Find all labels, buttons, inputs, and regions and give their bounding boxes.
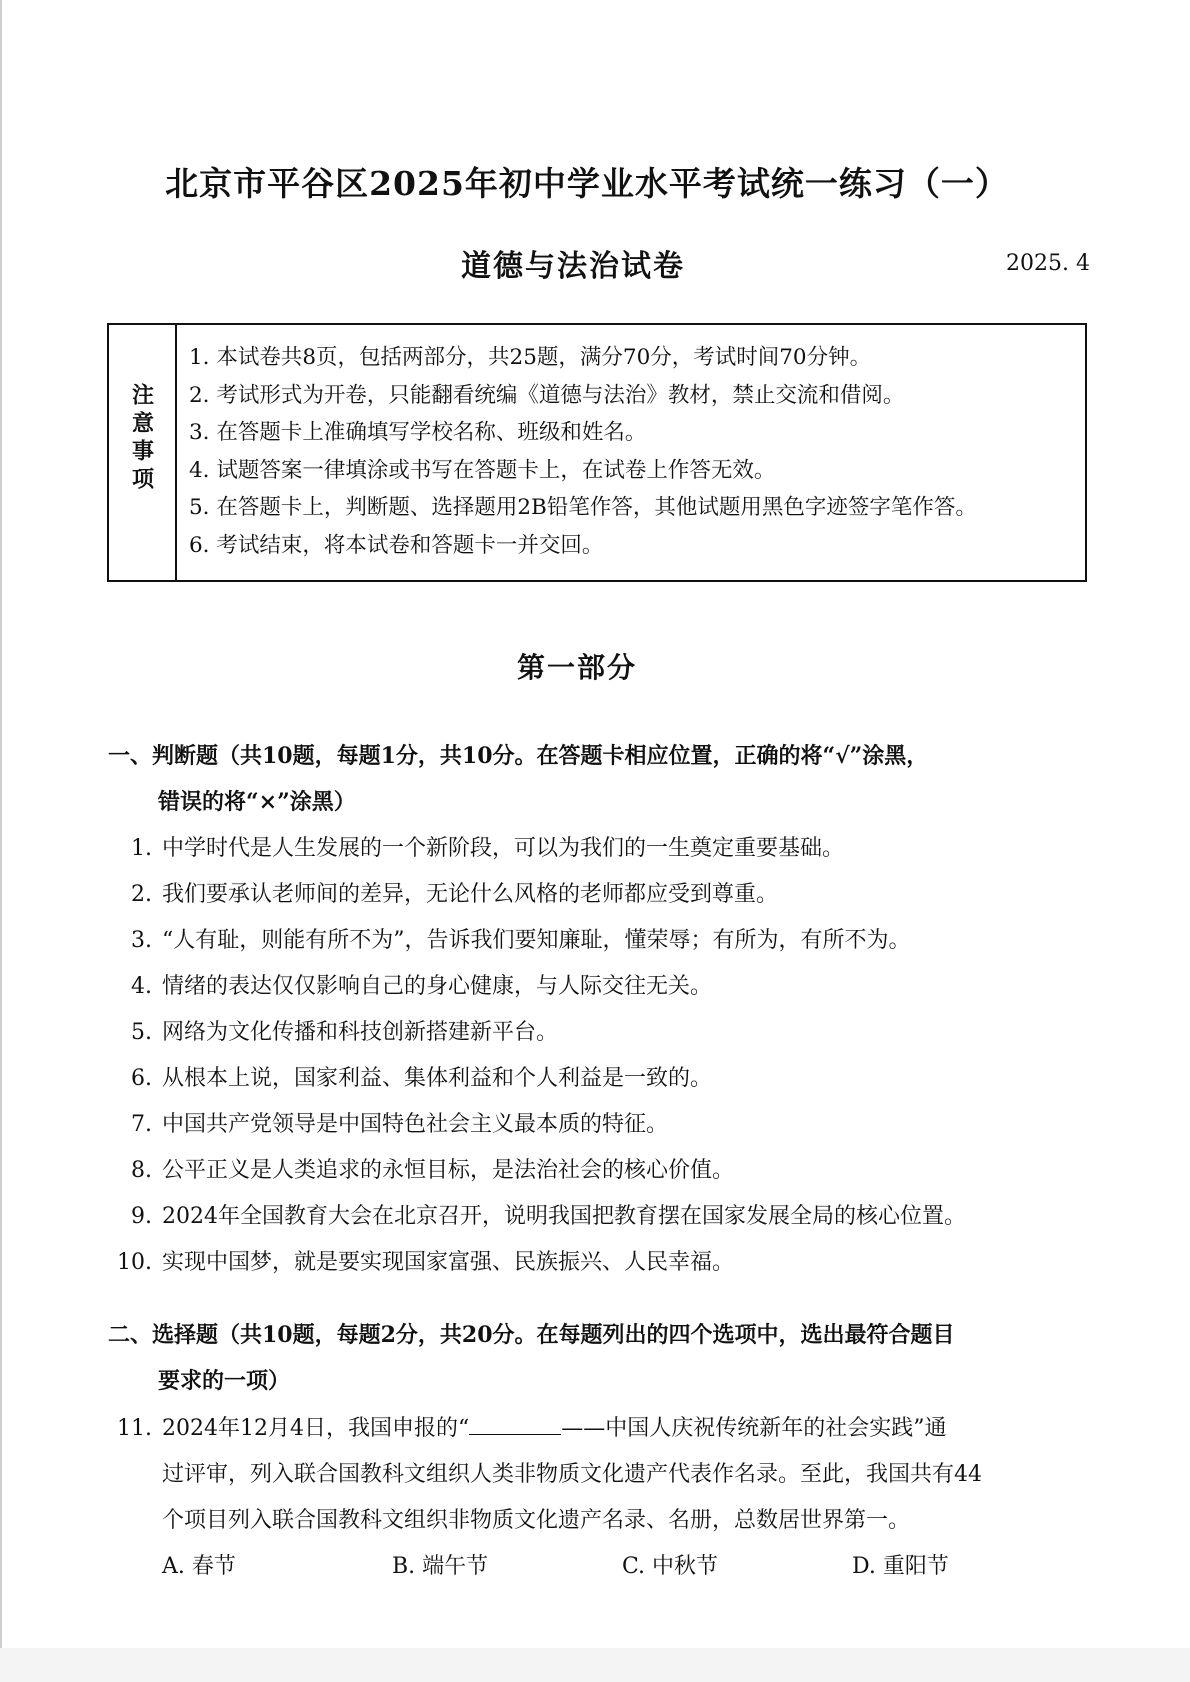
section2-heading — [108, 1312, 1098, 1404]
notice-label: 注意事项 — [128, 382, 155, 495]
question-text: 情绪的表达仅仅影响自己的身心健康，与人际交往无关。 — [162, 974, 713, 999]
section1-heading — [108, 733, 1098, 825]
question-text: 我们要承认老师间的差异，无论什么风格的老师都应受到尊重。 — [162, 882, 779, 907]
answer-blank — [469, 1412, 561, 1435]
option-b: B. 端午节 — [392, 1554, 489, 1579]
notice-item: 3. 在答题卡上准确填写学校名称、班级和姓名。 — [189, 420, 647, 445]
question-number: 10. — [117, 1250, 152, 1275]
question-number: 7. — [131, 1112, 152, 1137]
notice-label-cell — [109, 325, 177, 580]
section1-heading-line2: 错误的将“×”涂黑） — [158, 789, 356, 815]
question-11-line3: 个项目列入联合国教科文组织非物质文化遗产名录、名册，总数居世界第一。 — [162, 1508, 911, 1533]
question-1 — [108, 826, 844, 872]
exam-subtitle: 道德与法治试卷 — [461, 249, 685, 284]
question-number: 9. — [131, 1204, 152, 1229]
question-2 — [108, 872, 778, 918]
question-4 — [108, 964, 712, 1010]
question-number: 3. — [131, 928, 152, 953]
option-d: D. 重阳节 — [852, 1554, 949, 1579]
question-text: 从根本上说，国家利益、集体利益和个人利益是一致的。 — [162, 1066, 713, 1091]
part-title: 第一部分 — [516, 651, 637, 684]
option-c: C. 中秋节 — [622, 1554, 719, 1579]
question-6 — [108, 1056, 712, 1102]
exam-date: 2025. 4 — [1006, 251, 1090, 276]
notice-item: 6. 考试结束，将本试卷和答题卡一并交回。 — [189, 532, 604, 558]
question-9 — [108, 1194, 966, 1240]
question-text: “人有耻，则能有所不为”，告诉我们要知廉耻，懂荣辱；有所为，有所不为。 — [162, 928, 911, 953]
section2-heading-line2: 要求的一项） — [158, 1368, 291, 1394]
notice-box — [107, 323, 1087, 582]
question-text: 中学时代是人生发展的一个新阶段，可以为我们的一生奠定重要基础。 — [162, 836, 845, 861]
question-11 — [108, 1406, 1098, 1544]
question-number: 8. — [131, 1158, 152, 1183]
question-11-text-after: ——中国人庆祝传统新年的社会实践”通 — [561, 1416, 947, 1441]
question-text: 中国共产党领导是中国特色社会主义最本质的特征。 — [162, 1112, 669, 1137]
question-3 — [108, 918, 911, 964]
question-10 — [108, 1240, 734, 1286]
section1-heading-line1: 一、判断题（共10题，每题1分，共10分。在答题卡相应位置，正确的将“√”涂黑， — [108, 743, 929, 769]
question-11-line2: 过评审，列入联合国教科文组织人类非物质文化遗产代表作名录。至此，我国共有44 — [162, 1462, 982, 1487]
notice-item: 1. 本试卷共8页，包括两部分，共25题，满分70分，考试时间70分钟。 — [189, 345, 872, 370]
notice-item: 5. 在答题卡上，判断题、选择题用2B铅笔作答，其他试题用黑色字迹签字笔作答。 — [189, 495, 977, 520]
notice-item: 4. 试题答案一律填涂或书写在答题卡上，在试卷上作答无效。 — [189, 457, 776, 483]
question-7 — [108, 1102, 668, 1148]
question-text: 网络为文化传播和科技创新搭建新平台。 — [162, 1020, 559, 1045]
question-number: 11. — [117, 1416, 152, 1441]
option-a: A. 春节 — [162, 1554, 236, 1579]
question-number: 6. — [131, 1066, 152, 1091]
question-number: 1. — [131, 836, 152, 861]
notice-item: 2. 考试形式为开卷，只能翻看统编《道德与法治》教材，禁止交流和借阅。 — [189, 382, 905, 408]
notice-items — [189, 339, 1075, 564]
question-number: 2. — [131, 882, 152, 907]
question-11-text-before: 2024年12月4日，我国申报的“ — [162, 1416, 470, 1441]
question-11-line1 — [108, 1406, 1098, 1452]
question-text: 实现中国梦，就是要实现国家富强、民族振兴、人民幸福。 — [162, 1250, 735, 1275]
exam-title: 北京市平谷区2025年初中学业水平考试统一练习（一） — [165, 164, 1009, 203]
question-text: 公平正义是人类追求的永恒目标，是法治社会的核心价值。 — [162, 1158, 735, 1183]
question-5 — [108, 1010, 558, 1056]
question-number: 4. — [131, 974, 152, 999]
question-text: 2024年全国教育大会在北京召开，说明我国把教育摆在国家发展全局的核心位置。 — [162, 1204, 966, 1229]
page-bottom-edge — [0, 1648, 1190, 1682]
question-number: 5. — [131, 1020, 152, 1045]
section2-heading-line1: 二、选择题（共10题，每题2分，共20分。在每题列出的四个选项中，选出最符合题目 — [108, 1322, 955, 1348]
question-8 — [108, 1148, 734, 1194]
